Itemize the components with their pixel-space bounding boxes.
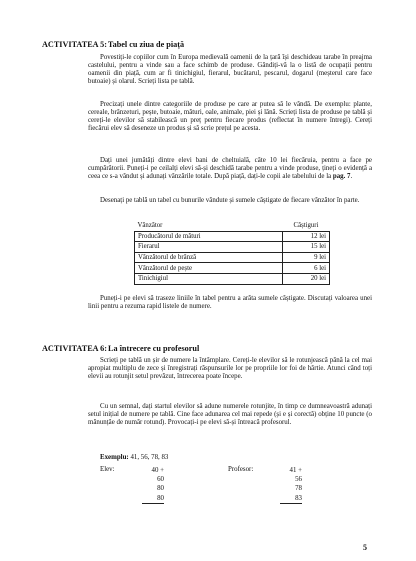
activity-6-label: ACTIVITATEA 6:	[42, 344, 107, 353]
table-header-earnings: Câștiguri	[283, 221, 330, 231]
table-row	[135, 231, 330, 242]
teacher-number: 41 +	[289, 467, 302, 474]
table-cell-earnings: 9 lei	[283, 252, 330, 263]
table-row	[135, 252, 330, 263]
table-cell-earnings: 20 lei	[283, 273, 330, 284]
activity-5-label: ACTIVITATEA 5:	[42, 40, 107, 49]
student-number: 40 +	[151, 467, 164, 474]
student-number: 80	[142, 494, 164, 504]
example-line	[100, 454, 168, 461]
table-cell-earnings: 6 lei	[283, 263, 330, 274]
table-cell-seller: Vânzătorul de brânză	[135, 252, 283, 263]
table-cell-seller: Vânzătorul de pește	[135, 263, 283, 274]
activity-5-paragraph-4: Desenați pe tablă un tabel cu bunurile vândute și sumele câștigate de fiecare vânzător în parte.	[100, 197, 360, 204]
student-number: 60	[157, 476, 164, 484]
table-row	[135, 263, 330, 274]
earnings-table	[134, 221, 330, 285]
teacher-label: Profesor:	[228, 466, 254, 473]
student-sum-column	[142, 466, 164, 504]
activity-5-paragraph-2: Precizați unele dintre categoriile de produse pe care ar putea să le vândă. De exemplu: plante, cereale, brânzeturi, pește, butoaie, mături, oale, animale, piei și lână. Scrieți lista de produse pe tablă și cereți-le elevilor să stabilească un preț pentru fiecare produs (reflectat în numere întregi). Cereți fiecărui elev să deseneze un produs și să scrie prețul pe acesta.	[88, 101, 372, 133]
student-label: Elev:	[100, 466, 115, 473]
table-cell-seller: Fierarul	[135, 242, 283, 253]
teacher-sum-column	[280, 466, 302, 504]
student-number: 80	[157, 485, 164, 493]
activity-6-paragraph-2: Cu un semnal, dați startul elevilor să adune numerele rotunjite, în timp ce dumneavoastră adunați setul inițial de numere pe tablă. Cine face adunarea cel mai repede (și e și corectă) obține 10 puncte (o mănunțăe de număr rotund). Provocați-i pe elevi să-și întreacă profesorul.	[88, 403, 372, 427]
table-cell-seller: Producătorul de mături	[135, 231, 283, 242]
teacher-number: 83	[280, 494, 302, 504]
teacher-number: 78	[295, 485, 302, 493]
activity-5-paragraph-5: Puneți-i pe elevi să traseze liniile în tabel pentru a arăta sumele câștigate. Discutați valoarea unei linii pentru a rezuma rapid listele de numere.	[88, 295, 372, 311]
page-number: 5	[363, 543, 367, 552]
table-header-seller: Vânzător	[135, 221, 283, 231]
activity-6-paragraph-1: Scrieți pe tablă un șir de numere la întâmplare. Cereți-le elevilor să le rotunjească până la cel mai apropiat multiplu de zece și înregistrați răspunsurile lor pe propriile lor foi de hârtie. Atunci când toți elevii au rotunjit setul prevăzut, întrecerea poate începe.	[88, 357, 372, 381]
activity-5-paragraph-1: Povestiți-le copiilor cum în Europa medievală oamenii de la țară își deschideau tarabe în preajma castelului, pentru a vinde sau a face schimb de produse. Gândiți-vă la o listă de ocupații pentru oamenii din piață, cum ar fi tinichigiul, fierarul, bucătarul, pescarul, dogarul (meșterul care face butoaie) și olarul. Scrieți lista pe tablă.	[88, 54, 372, 86]
activity-5-paragraph-3: Dați unei jumătăți dintre elevi bani de cheltuială, câte 10 lei fiecăruia, pentru a face pe cumpărătorii. Puneți-i pe ceilalți elevi să-și deschidă tarabe pentru a vinde produse, țineți o evidență a ceea ce s-a vândut și adunați vânzările totale. După piață, dați-le copii ale tabelului de la pag. 7.	[88, 157, 372, 181]
activity-6-title: La întrecere cu profesorul	[108, 344, 200, 353]
table-cell-seller: Tinichigiul	[135, 273, 283, 284]
activity-6-heading	[42, 344, 199, 353]
activity-5-heading	[42, 40, 184, 49]
table-cell-earnings: 12 lei	[283, 231, 330, 242]
table-row	[135, 273, 330, 284]
example-values: 41, 56, 78, 83	[130, 454, 169, 461]
activity-5-title: Tabel cu ziua de piață	[107, 40, 185, 49]
teacher-number: 56	[295, 476, 302, 484]
table-row	[135, 242, 330, 253]
table-header-row	[135, 221, 330, 231]
example-label: Exemplu:	[100, 454, 129, 461]
table-cell-earnings: 15 lei	[283, 242, 330, 253]
